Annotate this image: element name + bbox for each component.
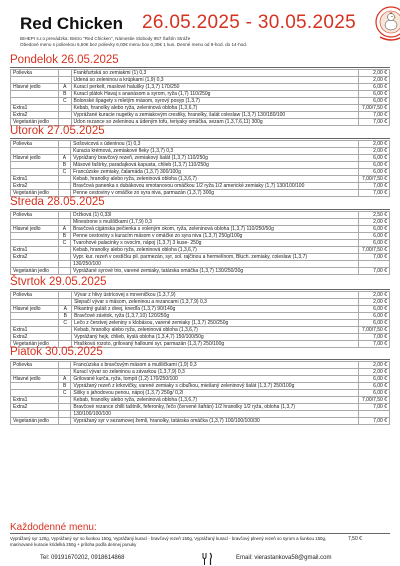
menu-option-letter: [58, 219, 70, 226]
menu-option-letter: B: [59, 313, 72, 320]
table-row: [11, 84, 390, 91]
menu-category: Extra1: [11, 176, 59, 183]
menu-category: [11, 98, 59, 105]
dish-description: Vývar z hlivy ústricovej s mrveničkou (1,3,7,9): [72, 292, 359, 299]
menu-category: [11, 313, 59, 320]
menu-category: Vegetarián jedlo: [11, 341, 59, 348]
dish-description: Kurací plátok Havaj s ananásom a syrom, ryža (1,7) 110/250g: [71, 91, 359, 98]
table-row: [11, 233, 390, 240]
menu-option-letter: [58, 411, 70, 418]
menu-option-letter: [58, 362, 70, 369]
menu-option-letter: [59, 292, 72, 299]
table-row: [11, 254, 390, 261]
dish-price: 6,00 €: [359, 155, 390, 162]
dish-description: Kuracia krémová, zemiakové fleky (1,3,7) 0,3: [71, 148, 359, 155]
dish-description: Šošovicová s údeninou (1) 0,3: [71, 141, 359, 148]
menu-option-letter: C: [58, 240, 70, 247]
table-row: [11, 390, 390, 397]
dish-price: [359, 411, 390, 418]
dish-description: 130/250/100: [71, 261, 359, 268]
day-title: Štvrtok 29.05.2025: [10, 276, 107, 288]
dish-price: 7,00/7,50 €: [359, 105, 390, 112]
dish-price: 6,00 €: [359, 240, 390, 247]
table-row: [11, 327, 390, 334]
dish-price: 2,00 €: [359, 362, 390, 369]
dish-price: 6,00 €: [359, 376, 390, 383]
table-row: [11, 261, 390, 268]
day-title: Piatok 30.05.2025: [10, 346, 103, 358]
dish-description: Kurací vývar so zeleninou a závarkou (1,3,7,9) 0,3: [71, 369, 359, 376]
dish-price: 7,00 €: [359, 404, 390, 411]
daily-menu-title: Každodenné menu:: [10, 522, 97, 533]
dish-description: Grilované kurča, ryža, tompit (1,2) 170/250/100: [71, 376, 359, 383]
table-row: [11, 268, 390, 275]
table-row: [11, 155, 390, 162]
menu-table: [10, 140, 390, 197]
menu-category: Polievka: [11, 212, 59, 219]
table-row: [11, 105, 390, 112]
menu-category: Extra2: [11, 183, 59, 190]
menu-category: Hlavné jedlo: [11, 84, 59, 91]
dish-description: Francúzska s bravčovým mäsom a mušličkami (1,9) 0,3: [71, 362, 359, 369]
dish-description: Údená so zeleninou a krúpkami (1,9) 0,3: [71, 77, 359, 84]
dish-description: Vyprážané kuracie nugetky a zemiakovým crestiky, hranolky, šalát coleslaw (1,3,7) 130/180/100: [71, 112, 359, 119]
table-row: [11, 70, 390, 77]
menu-option-letter: [58, 369, 70, 376]
dish-price: 6,00 €: [359, 390, 390, 397]
menu-category: Hlavné jedlo: [11, 306, 59, 313]
dish-description: Vyprážaný hejk, chlieb, kyslá obloha (1,3,4,7) 150/100/50g: [72, 334, 359, 341]
divider: [10, 67, 390, 68]
menu-table: [10, 69, 390, 126]
table-row: [11, 162, 390, 169]
dish-description: Bravčové rezance chilli taštník, feferonky, ľečo (červené šafrán) 1/2 hranolky 1/2 ryža, obloha (1,3,7): [71, 404, 359, 411]
dish-description: 130/100/100/100: [71, 411, 359, 418]
menu-category: Polievka: [11, 70, 59, 77]
menu-category: Extra1: [11, 105, 59, 112]
menu-category: Vegetarián jedlo: [11, 418, 59, 425]
phone-numbers: Tel: 09191670202, 0918614868: [40, 555, 125, 561]
table-row: [11, 148, 390, 155]
menu-category: Vegetarián jedlo: [11, 190, 59, 197]
dish-price: 6,00 €: [359, 313, 390, 320]
dish-description: Vyprážaný rezeň z krkovičky, varené zemiaky s cibuľkou, miešaný zeleninový šalát (1,3,7) 250/100g: [71, 383, 359, 390]
dish-description: Vypr. kur. rezeň v cestíčku pil. parmezán, syr, sol. rajčinou a hermelínom, Bluch. zemiaky, coleslaw (1,3,7): [71, 254, 359, 261]
table-row: [11, 376, 390, 383]
menu-option-letter: [59, 334, 72, 341]
dish-description: Kebab, hranolky alebo ryža, zeleninová obloha (1,3,6,7): [72, 327, 359, 334]
dish-price: 7,00/7,50 €: [359, 247, 390, 254]
menu-option-letter: [58, 247, 70, 254]
menu-option-letter: B: [59, 91, 71, 98]
dish-price: 6,00 €: [359, 383, 390, 390]
menu-option-letter: [58, 212, 70, 219]
dish-price: 7,00 €: [359, 268, 390, 275]
dish-price: 7,00/7,50 €: [359, 397, 390, 404]
day-title: Streda 28.05.2025: [10, 196, 105, 208]
table-row: [11, 306, 390, 313]
dish-description: Kebab, hranolky alebo ryža, zeleninová obloha (1,3,6,7): [71, 105, 359, 112]
menu-option-letter: A: [59, 84, 71, 91]
dish-price: 7,00/7,50 €: [359, 327, 390, 334]
menu-option-letter: [58, 141, 70, 148]
dish-price: 2,00 €: [359, 292, 390, 299]
menu-table: [10, 211, 390, 275]
menu-option-letter: B: [58, 383, 70, 390]
dish-description: Bravčová cigánska pečienka s voleným okom, ryža, zeleninová obloha (1,3,7) 110/250/50g: [71, 226, 359, 233]
dish-description: Šišky s jahodovou penou, nápoj (1,3,7) 250g/ 0,2l: [71, 390, 359, 397]
dish-description: Držková (1) 0,33l: [71, 212, 359, 219]
daily-menu-price: 7,50 €: [348, 536, 362, 542]
dish-price: 2,00 €: [359, 369, 390, 376]
dish-price: 7,00 €: [359, 119, 390, 126]
table-row: [11, 313, 390, 320]
menu-category: Polievka: [11, 292, 59, 299]
table-row: [11, 91, 390, 98]
menu-category: Vegetarián jedlo: [11, 119, 59, 126]
dish-price: 2,00 €: [359, 70, 390, 77]
table-row: [11, 362, 390, 369]
dish-price: [359, 261, 390, 268]
table-row: [11, 77, 390, 84]
menu-category: [11, 240, 59, 247]
menu-option-letter: [59, 299, 72, 306]
menu-category: Extra2: [11, 112, 59, 119]
table-row: [11, 219, 390, 226]
dish-description: Kebab, hranolky alebo ryža, zeleninová obloha (1,3,6,7): [71, 397, 359, 404]
menu-category: [11, 169, 59, 176]
menu-category: Polievka: [11, 141, 59, 148]
menu-option-letter: C: [59, 98, 71, 105]
menu-option-letter: [58, 176, 70, 183]
table-row: [11, 299, 390, 306]
table-row: [11, 334, 390, 341]
menu-category: [11, 299, 59, 306]
table-row: [11, 369, 390, 376]
menu-category: [11, 219, 59, 226]
menu-category: Polievka: [11, 362, 59, 369]
menu-category: [11, 91, 59, 98]
dish-price: 6,00 €: [359, 169, 390, 176]
header: [12, 8, 388, 48]
dish-price: 6,00 €: [359, 226, 390, 233]
daily-menu-text: Vyprážaný syr 120g, Vyprážaný syr so šunkou 150g, Vyprážaný kurací - bravčový rezeň 150g, Vyprážaný kurací - bravčový plnený rezeň so syrom a šunkou 150g, marinované kuracie krídelká 250g + príloha podľa dennej ponuky: [10, 536, 327, 547]
menu-option-letter: [58, 418, 70, 425]
menu-option-letter: B: [58, 233, 70, 240]
dish-price: 6,00 €: [359, 84, 390, 91]
dish-price: 6,00 €: [359, 306, 390, 313]
operator-info: BIHEPI s.r.o prevádzka: Bistro "Red Chicken", Námestie Slobody 957 Šaštín Stráže: [20, 36, 191, 41]
table-row: [11, 212, 390, 219]
dish-price: 2,00 €: [359, 77, 390, 84]
menu-category: [11, 233, 59, 240]
menu-category: [11, 411, 59, 418]
divider: [10, 138, 390, 139]
dish-description: Penne cestoviny v omáčke zo syra niva, parmazán (1,3,7) 300g: [71, 190, 359, 197]
table-row: [11, 418, 390, 425]
dish-price: 6,00 €: [359, 98, 390, 105]
table-row: [11, 176, 390, 183]
dish-description: Hrašková rozoto, grilovaný halloumi syr, parmazán (1,3,7) 250/100g: [72, 341, 359, 348]
menu-category: [11, 320, 59, 327]
menu-category: Hlavné jedlo: [11, 155, 59, 162]
menu-category: [11, 148, 59, 155]
divider: [10, 359, 390, 360]
menu-option-letter: [58, 404, 70, 411]
table-row: [11, 411, 390, 418]
dish-price: 6,00 €: [359, 320, 390, 327]
email-address: Email: vierastankova58@gmail.com: [236, 555, 332, 561]
dish-price: 7,00 €: [359, 190, 390, 197]
dish-price: 2,00 €: [359, 219, 390, 226]
menu-table: [10, 291, 390, 348]
dish-description: Bravčové závitok, ryža (1,3,7,10) 120/250g: [72, 313, 359, 320]
dish-description: Vyprážaný bravčový rezeň, zemiakový šalát (1,3,7) 110/250g: [71, 155, 359, 162]
dish-price: 7,00/7,50 €: [359, 176, 390, 183]
dish-description: Slepačí vývar s mäsom, zeleninou a rezancami (1,3,7,9) 0,3: [72, 299, 359, 306]
dish-price: 7,00 €: [359, 418, 390, 425]
table-row: [11, 397, 390, 404]
chicken-logo-icon: [374, 4, 400, 44]
dish-description: Bolonské špagety s mletým mäsom, syrový posyp (1,3,7): [71, 98, 359, 105]
dish-price: 7,00 €: [359, 183, 390, 190]
table-row: [11, 404, 390, 411]
menu-option-letter: [58, 254, 70, 261]
menu-category: [11, 261, 59, 268]
day-title: Pondelok 26.05.2025: [10, 54, 119, 66]
dish-description: Kebab, hranolky alebo ryža, zeleninová obloha (1,3,6,7): [71, 176, 359, 183]
menu-option-letter: [59, 70, 71, 77]
menu-option-letter: B: [58, 162, 70, 169]
dish-price: 7,00 €: [359, 254, 390, 261]
menu-option-letter: C: [58, 169, 70, 176]
dish-description: Kebab, hranolky alebo ryža, zeleninová obloha (1,3,6,7): [71, 247, 359, 254]
dish-description: Minestrone s mušličkami (1,7,9) 0,3: [71, 219, 359, 226]
table-row: [11, 98, 390, 105]
dish-description: Vyprážané syrové trio, varené zemiaky, tatárska omáčka (1,3,7) 130/250/30g: [71, 268, 359, 275]
dish-description: Frankfurtská so zemiakmi (1) 0,3: [71, 70, 359, 77]
menu-option-letter: A: [58, 376, 70, 383]
price-info: Obedové menu s polievkou 6,50€ bez polievky 6,00€ menu box 0,30€ 1 kus. Denné menu od 9-hod. do 14-hod.: [20, 42, 248, 47]
dish-description: Kurací perkelt, maslové halušky (1,3,7) 170/250: [71, 84, 359, 91]
dish-description: Bravčová panenka s dubákovou smotanovou omáčkou 1/2 ryža 1/2 americké zemiaky (1,7) 130/100/100: [71, 183, 359, 190]
dish-description: Udon rezance so zeleninou a údeným tofu, teriyaky omáčka, sezam (1,3,7,6,11) 300g: [71, 119, 359, 126]
menu-category: [11, 383, 59, 390]
table-row: [11, 292, 390, 299]
dish-description: Lečo z čerstvej zeleniny s klobásou, varené zemiaky (1,3,7) 250/250g: [72, 320, 359, 327]
dish-price: 2,00 €: [359, 141, 390, 148]
menu-category: Hlavné jedlo: [11, 376, 59, 383]
menu-category: [11, 162, 59, 169]
menu-option-letter: [58, 148, 70, 155]
dish-price: 6,00 €: [359, 91, 390, 98]
menu-option-letter: [58, 268, 70, 275]
dish-description: Mäsové fašírky, paradajková kapusta, chlieb (1,3,7) 110/250g: [71, 162, 359, 169]
menu-category: Extra2: [11, 404, 59, 411]
footer: [10, 552, 390, 564]
dish-price: 2,00 €: [359, 299, 390, 306]
brand-name: Red Chicken: [20, 14, 123, 33]
menu-category: Extra2: [11, 254, 59, 261]
dish-price: 6,00 €: [359, 162, 390, 169]
menu-option-letter: A: [58, 226, 70, 233]
cutlery-icon: [200, 552, 214, 566]
table-row: [11, 320, 390, 327]
dish-description: Francúzske zemiaky, čalamáda (1,3,7) 300/100g: [71, 169, 359, 176]
menu-option-letter: [59, 112, 71, 119]
menu-category: [11, 369, 59, 376]
menu-category: Extra2: [11, 334, 59, 341]
day-title: Utorok 27.05.2025: [10, 125, 105, 137]
table-row: [11, 247, 390, 254]
table-row: [11, 183, 390, 190]
table-row: [11, 226, 390, 233]
dish-description: Tvarohové palacinky s ovocím, nápoj (1,3,7) 3 kuse- 250g: [71, 240, 359, 247]
table-row: [11, 383, 390, 390]
table-row: [11, 240, 390, 247]
menu-option-letter: C: [59, 320, 72, 327]
menu-category: Hlavné jedlo: [11, 226, 59, 233]
menu-category: [11, 390, 59, 397]
dish-price: 7,00 €: [359, 334, 390, 341]
menu-option-letter: A: [59, 306, 72, 313]
menu-option-letter: [58, 261, 70, 268]
menu-option-letter: A: [58, 155, 70, 162]
divider: [10, 533, 390, 534]
divider: [10, 289, 390, 290]
menu-option-letter: [59, 327, 72, 334]
dish-price: 2,50 €: [359, 212, 390, 219]
table-row: [11, 169, 390, 176]
menu-category: Extra1: [11, 397, 59, 404]
menu-option-letter: [59, 105, 71, 112]
menu-option-letter: C: [58, 390, 70, 397]
menu-table: [10, 361, 390, 425]
dish-description: Penne cestoviny s kuracím mäsom v omáčke zo syra niva (1,3,7) 250g/100g: [71, 233, 359, 240]
menu-category: [11, 77, 59, 84]
menu-category: Extra1: [11, 247, 59, 254]
dish-price: 7,00 €: [359, 341, 390, 348]
dish-description: Vyprážaný syr v sezamovej žemli, hranolky, tatárska omáčka (1,3,7) 100/100/100/30: [71, 418, 359, 425]
table-row: [11, 141, 390, 148]
table-row: [11, 112, 390, 119]
menu-option-letter: [58, 183, 70, 190]
dish-price: 2,00 €: [359, 148, 390, 155]
dish-price: 6,00 €: [359, 233, 390, 240]
menu-option-letter: [59, 77, 71, 84]
menu-option-letter: [58, 397, 70, 404]
menu-category: Vegetarián jedlo: [11, 268, 59, 275]
divider: [10, 209, 390, 210]
week-dates: 26.05.2025 - 30.05.2025: [142, 12, 356, 33]
menu-category: Extra1: [11, 327, 59, 334]
dish-price: 7,00 €: [359, 112, 390, 119]
dish-description: Pikantný guláš z divej, knedľa (1,3,7) 90/140g: [72, 306, 359, 313]
